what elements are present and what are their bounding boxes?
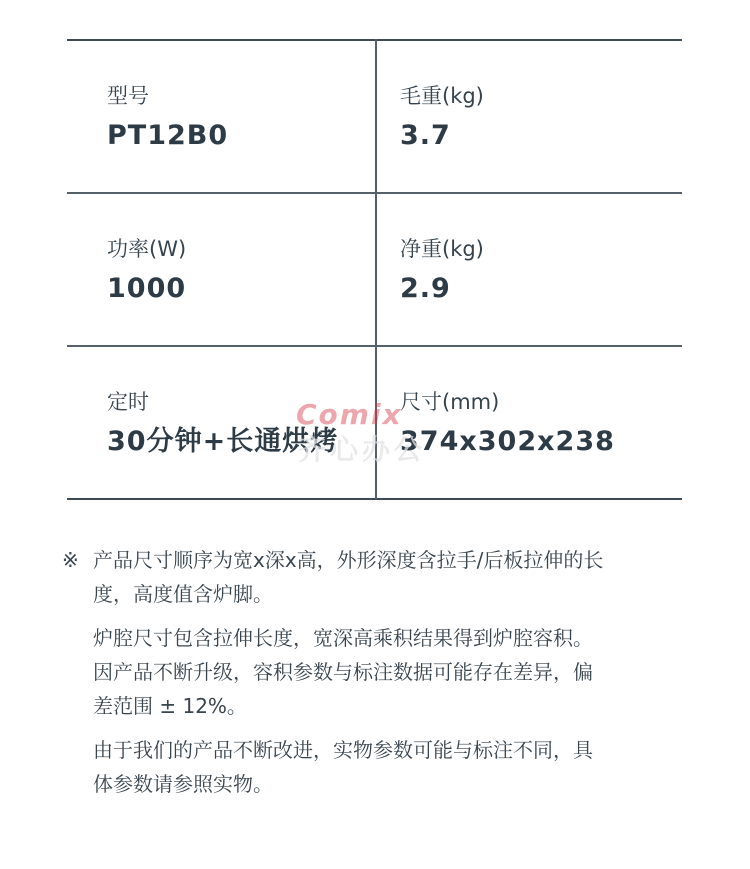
spec-value: 374x302x238 <box>400 426 615 457</box>
note-paragraph <box>93 543 692 611</box>
spec-value: 1000 <box>107 273 187 304</box>
notes-section <box>62 543 692 811</box>
spec-label: 尺寸(mm) <box>400 390 500 414</box>
spec-value: 2.9 <box>400 273 451 304</box>
comix-watermark <box>296 398 456 468</box>
watermark-subtitle: 齐心办公 <box>298 433 427 466</box>
spec-label: 净重(kg) <box>400 237 484 261</box>
spec-label: 定时 <box>107 390 149 414</box>
spec-label: 毛重(kg) <box>400 84 484 108</box>
note-line: 差范围 ± 12%。 <box>93 694 247 718</box>
note-line: 度，高度值含炉脚。 <box>93 582 273 606</box>
spec-value: 3.7 <box>400 120 451 151</box>
spec-label: 功率(W) <box>107 237 187 261</box>
note-line: 体参数请参照实物。 <box>93 772 273 796</box>
spec-net-weight <box>400 235 680 307</box>
note-line: 产品尺寸顺序为宽x深x高，外形深度含拉手/后板拉伸的长 <box>93 548 604 572</box>
spec-label: 型号 <box>107 84 149 108</box>
note-line: 炉腔尺寸包含拉伸长度，宽深高乘积结果得到炉腔容积。 <box>93 626 593 650</box>
note-line: 由于我们的产品不断改进，实物参数可能与标注不同，具 <box>93 738 593 762</box>
reference-mark-icon: ※ <box>62 548 79 572</box>
watermark-brand: Comix <box>296 398 403 431</box>
spec-power <box>107 235 387 307</box>
spec-gross-weight <box>400 82 680 154</box>
note-line: 因产品不断升级，容积参数与标注数据可能存在差异，偏 <box>93 660 593 684</box>
note-paragraph <box>93 733 692 801</box>
spec-model <box>107 82 387 154</box>
note-paragraph <box>93 621 692 723</box>
spec-value: PT12B0 <box>107 120 229 151</box>
spec-value: 30分钟+长通烘烤 <box>107 426 339 457</box>
